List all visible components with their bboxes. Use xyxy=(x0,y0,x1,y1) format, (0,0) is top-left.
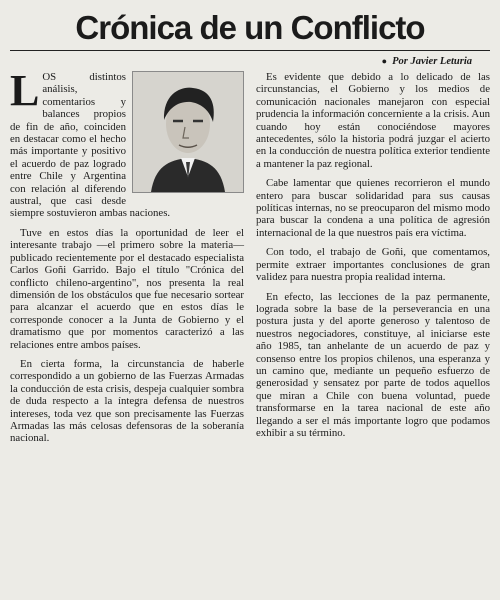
bullet-icon: ● xyxy=(381,56,388,66)
paragraph-7: En efecto, las lecciones de la paz permanente, lograda sobre la base de la perseverancia en una postura justa y del aporte generoso y talentoso de nuestros negociadores, constituye, al iniciarse este año 1985, tan anhelante de un acuerdo de paz y consenso entre los propios chilenos, una esperanza y un camino que, mediante un pequeño esfuerzo de generosidad y sensatez por parte de todos aquellos que miran a Chile con buena voluntad, puede transformarse en la tarea nacional de este año llegando a ser el más importante logro que podamos exhibir a su término. xyxy=(256,290,490,439)
paragraph-1-text: OS distintos análisis, comentarios y balances propios de fin de año, coinciden en destacar como el hecho más importante y positivo el acuerdo de paz logrado entre Chile y Argentina con relación al diferendo austral, que casi desde siempre sostuvieron ambas naciones. xyxy=(10,71,171,220)
byline xyxy=(10,54,472,68)
article-title: Crónica de un Conflicto xyxy=(10,6,490,51)
article-body xyxy=(10,66,490,452)
author-portrait-photo xyxy=(132,71,244,193)
drop-cap: L xyxy=(10,66,40,115)
paragraph-3: En cierta forma, la circunstancia de haberle correspondido a un gobierno de las Fuerzas Armadas la conducción de esta crisis, despeja cualquier sombra de duda respecto a la íntegra defensa de nuestros intereses, toda vez que son precisamente las Fuerzas Armadas las más celosas defensoras de la soberanía nacional. xyxy=(10,357,244,445)
left-column xyxy=(10,66,244,452)
right-column xyxy=(256,71,490,452)
portrait-image xyxy=(133,72,243,192)
byline-text: Por Javier Leturia xyxy=(392,56,472,67)
paragraph-5: Cabe lamentar que quienes recorrieron el mundo entero para buscar solidaridad para sus causas políticas internas, no se preocuparon del mismo modo para buscar la condena a una política de agresión internacional de la que nuestros país era víctima. xyxy=(256,177,490,239)
paragraph-4: Es evidente que debido a lo delicado de las circunstancias, el Gobierno y los medios de comunicación nacionales manejaron con especial prudencia la información concerniente a la crisis. Aun cuando hoy están conociéndose mayores antecedentes, sólo la historia podrá juzgar el acierto en la conducción de nuestra política exterior tendiente a mantener la paz regional. xyxy=(256,71,490,170)
paragraph-2: Tuve en estos días la oportunidad de leer el interesante trabajo —el primero sobre la materia— publicado recientemente por el destacado especialista Carlos Goñi Garrido. Bajo el título "Crónica del conflicto chileno-argentino", nos presenta la real dimensión de los obstáculos que fue necesario sortear para alcanzar el acuerdo que en estos días le corresponde conocer a la Junta de Gobierno y el dramatismo que por momentos caracterizó a las relaciones entre ambos países. xyxy=(10,226,244,351)
paragraph-6: Con todo, el trabajo de Goñi, que comentamos, permite extraer importantes conclusiones de gran validez para nuestra propia realidad interna. xyxy=(256,246,490,284)
